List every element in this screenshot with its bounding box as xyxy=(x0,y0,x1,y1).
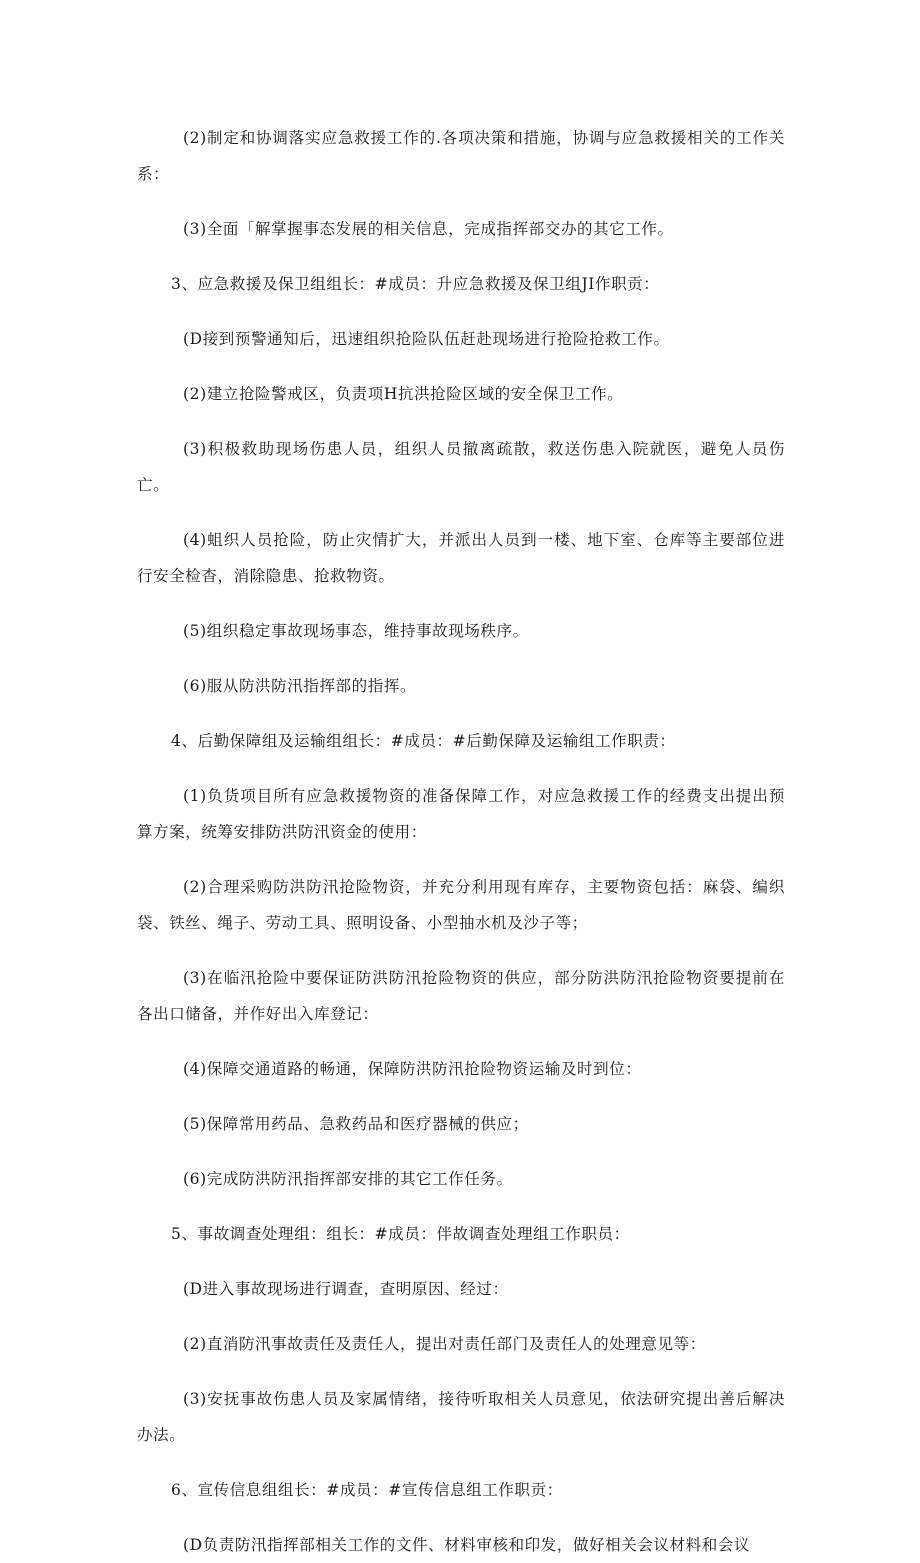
paragraph: (6)完成防洪防汛指挥部安排的其它工作任务。 xyxy=(183,1170,513,1188)
paragraph: (2)合理采购防洪防汛抢险物资，并充分利用现有库存，主要物资包括：麻袋、编织袋、铁丝、绳子、劳动工具、照明设备、小型抽水机及沙子等； xyxy=(137,878,785,932)
paragraph: (5)保障常用药品、急救药品和医疗器械的供应； xyxy=(183,1115,529,1133)
paragraph: (3)积极救助现场伤患人员，组织人员撤离疏散，救送伤患入院就医，避免人员伤亡。 xyxy=(137,440,785,494)
paragraph: (6)服从防洪防汛指挥部的指挥。 xyxy=(183,677,417,695)
paragraph: (2)建立抢险警戒区，负责项H抗洪抢险区域的安全保卫工作。 xyxy=(183,385,624,403)
paragraph: (D进入事故现场进行调查，查明原因、经过： xyxy=(183,1280,509,1298)
paragraph: (D接到预警通知后，迅速组织抢险队伍赶赴现场进行抢险抢救工作。 xyxy=(183,330,670,348)
paragraph: (2)直消防汛事故责任及责任人，提出对责任部门及责任人的处理意见等： xyxy=(183,1335,706,1353)
paragraph: (1)负货项目所有应急救援物资的准备保障工作，对应急救援工作的经费支出提出预算方案，统筹安排防洪防汛资金的使用： xyxy=(137,787,785,841)
paragraph: (D负责防汛指挥部相关工作的文件、材料审核和印发，做好相关会议材料和会议 xyxy=(183,1536,751,1554)
paragraph: (3)全面「解掌握事态发展的相关信息，完成指挥部交办的其它工作。 xyxy=(183,220,674,238)
section-heading: 6、宣传信息组组长：#成员：#宣传信息组工作职贡： xyxy=(171,1481,563,1499)
section-heading: 5、事故调查处理组：组长：#成员：伴故调查处理组工作职员： xyxy=(171,1225,630,1243)
document-body xyxy=(137,120,785,1563)
paragraph: (5)组织稳定事故现场事态，维持事故现场秩序。 xyxy=(183,622,529,640)
section-heading: 4、后勤保障组及运输组组长：#成员：#后勤保障及运输组工作职责： xyxy=(171,732,676,750)
paragraph: (3)安抚事故伤患人员及家属情绪，接待听取相关人员意见，依法研究提出善后解决办法。 xyxy=(137,1390,785,1444)
paragraph: (4)蛆织人员抢险，防止灾情扩大，并派出人员到一楼、地下室、仓库等主要部位进行安全检杳，消除隐患、抢救物资。 xyxy=(137,531,785,585)
paragraph: (2)制定和协调落实应急救援工作的.各项决策和措施，协调与应急救援相关的工作关系： xyxy=(137,129,785,183)
paragraph: (4)保障交通道路的畅通，保障防洪防汛抢险物资运输及时到位： xyxy=(183,1060,642,1078)
paragraph: (3)在临汛抢险中要保证防洪防汛抢险物资的供应，部分防洪防汛抢险物资要提前在各出口储备，并作好出入库登记： xyxy=(137,969,785,1023)
section-heading: 3、应急救援及保卫组组长：#成员：升应急救援及保卫组JI作职贡： xyxy=(171,275,660,293)
